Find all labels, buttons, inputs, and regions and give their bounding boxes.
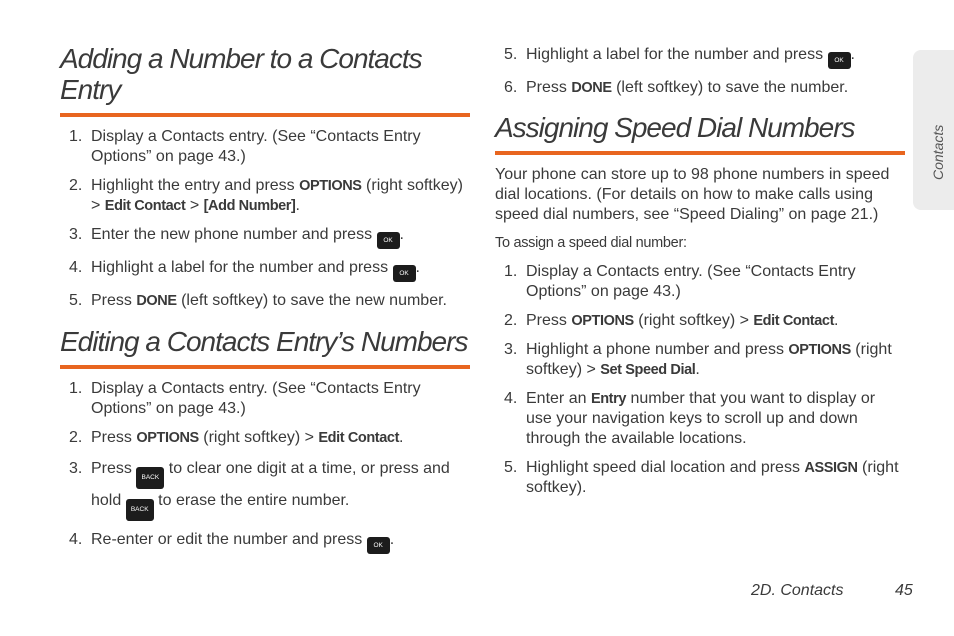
footer-section: 2D. Contacts [751,582,844,599]
editing-steps [60,379,470,554]
page-number: 45 [895,582,913,599]
section-title-speed-dial: Assigning Speed Dial Numbers [495,112,905,155]
right-column [495,0,905,507]
done-softkey-label: DONE [571,80,612,96]
ok-key-icon: OK [393,265,416,282]
edit-contact-label: Edit Contact [318,430,399,446]
list-item: 1. Display a Contacts entry. (See “Contacts Entry Options” on page 43.) [504,263,856,300]
set-speed-dial-label: Set Speed Dial [600,362,696,378]
back-key-icon: BACK [136,467,164,489]
assign-softkey-label: ASSIGN [804,460,858,476]
adding-steps [60,127,470,311]
add-number-label: [Add Number] [203,198,296,214]
list-item: 3. Highlight a phone number and press OPTIONS (right softkey) > Set Speed Dial. [504,341,892,378]
ok-key-icon: OK [367,537,390,554]
edit-contact-label: Edit Contact [104,198,186,214]
done-softkey-label: DONE [136,293,177,309]
list-item: 2. Press OPTIONS (right softkey) > Edit Contact. [69,429,404,446]
options-softkey-label: OPTIONS [788,342,851,358]
options-softkey-label: OPTIONS [136,430,199,446]
speed-dial-steps [495,262,905,498]
back-key-icon: BACK [126,499,154,521]
continued-steps [495,45,905,98]
list-item: 5. Highlight speed dial location and press ASSIGN (right softkey). [504,459,899,496]
list-item: 4. Highlight a label for the number and press OK . [60,258,470,282]
speed-dial-intro: To assign a speed dial number: [495,235,687,251]
options-softkey-label: OPTIONS [571,313,634,329]
options-softkey-label: OPTIONS [299,178,362,194]
speed-dial-description: Your phone can store up to 98 phone numbers in speed dial locations. (For details on how to make calls using speed dial numbers, see “Speed Dialing” on page 21.) [495,166,890,223]
list-item: 4. Re-enter or edit the number and press OK . [60,530,470,554]
ok-key-icon: OK [377,232,400,249]
list-item: 3. Press BACK to clear one digit at a time, or press and hold BACK to erase the entire number. [60,457,470,521]
list-item: 1. Display a Contacts entry. (See “Contacts Entry Options” on page 43.) [69,380,421,417]
side-tab [913,50,954,210]
list-item: 2. Highlight the entry and press OPTIONS (right softkey) > Edit Contact > [Add Number]. [69,177,463,214]
list-item: 3. Enter the new phone number and press OK . [60,225,470,249]
list-item: 5. Highlight a label for the number and press OK . [495,45,905,69]
left-column [60,0,470,563]
list-item: 5. Press DONE (left softkey) to save the new number. [69,292,447,309]
edit-contact-label: Edit Contact [753,313,834,329]
list-item: 1. Display a Contacts entry. (See “Contacts Entry Options” on page 43.) [69,128,421,165]
section-title-adding-number: Adding a Number to a Contacts Entry [60,43,470,117]
ok-key-icon: OK [828,52,851,69]
list-item: 2. Press OPTIONS (right softkey) > Edit Contact. [504,312,839,329]
section-title-editing-numbers: Editing a Contacts Entry’s Numbers [60,326,470,369]
entry-label: Entry [590,391,627,407]
side-tab-label: Contacts [930,124,946,180]
list-item: 6. Press DONE (left softkey) to save the number. [504,79,849,96]
list-item: 4. Enter an Entry number that you want to display or use your navigation keys to scroll up and down through the available locations. [504,390,876,447]
